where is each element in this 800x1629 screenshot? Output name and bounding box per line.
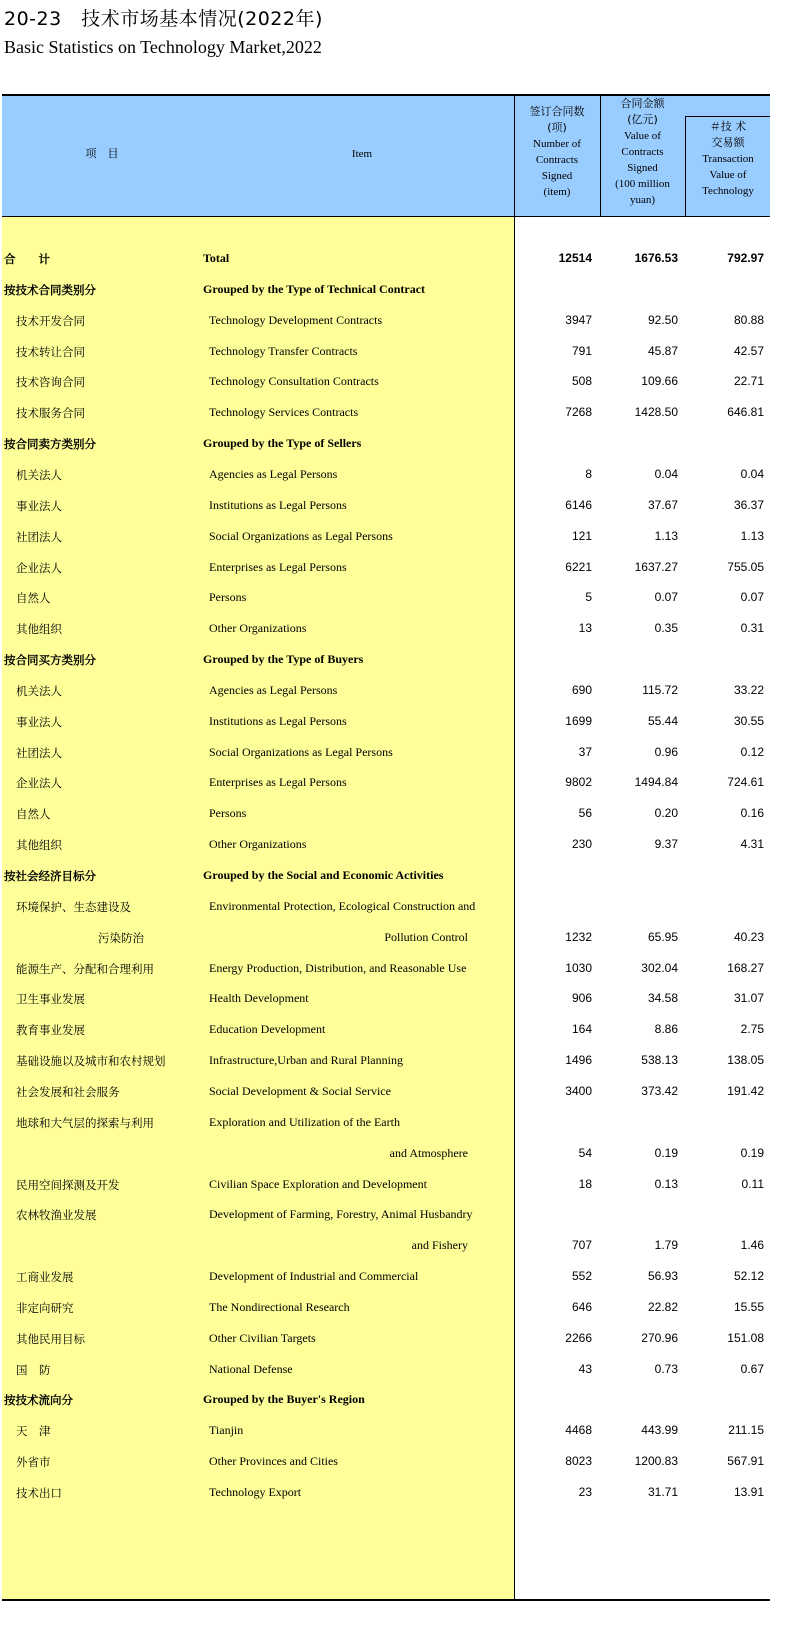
row-label-english: Tianjin bbox=[209, 1423, 244, 1438]
cell-v1: 4468 bbox=[565, 1423, 592, 1438]
cell-v3: 191.42 bbox=[727, 1083, 764, 1098]
row-label-english: Environmental Protection, Ecological Construction and bbox=[209, 898, 476, 913]
cell-v3: 15.55 bbox=[733, 1299, 764, 1314]
header-line: Signed bbox=[541, 170, 573, 182]
cell-v1: 2266 bbox=[565, 1330, 592, 1345]
cell-v3: 13.91 bbox=[733, 1485, 764, 1499]
table-row bbox=[2, 954, 770, 985]
row-label-english: Other Provinces and Cities bbox=[209, 1454, 338, 1469]
row-label-english: Education Development bbox=[209, 1022, 326, 1037]
cell-v2: 0.96 bbox=[654, 744, 678, 759]
statistics-table bbox=[2, 94, 770, 1599]
cell-v1: 164 bbox=[571, 1022, 592, 1037]
row-label-chinese: 社会发展和社会服务 bbox=[16, 1084, 120, 1099]
row-label-english: Development of Farming, Forestry, Animal Husbandry bbox=[209, 1207, 473, 1222]
row-label-english: Technology Services Contracts bbox=[209, 405, 359, 420]
table-row bbox=[2, 1385, 770, 1416]
cell-v1: 7268 bbox=[565, 405, 592, 420]
cell-v2: 1.79 bbox=[654, 1238, 678, 1253]
cell-v2: 109.66 bbox=[641, 374, 678, 389]
cell-v2: 65.95 bbox=[647, 929, 678, 944]
table-row bbox=[2, 398, 770, 429]
cell-v1: 54 bbox=[578, 1145, 592, 1160]
cell-v3: 40.23 bbox=[733, 929, 764, 944]
row-label-english: Grouped by the Type of Sellers bbox=[203, 436, 362, 451]
row-label-english: Health Development bbox=[209, 991, 309, 1006]
table-row bbox=[2, 1262, 770, 1293]
row-label-chinese: 按合同买方类别分 bbox=[4, 653, 96, 668]
cell-v3: 567.91 bbox=[727, 1454, 764, 1469]
row-label-english: Technology Export bbox=[209, 1485, 302, 1499]
cell-v3: 80.88 bbox=[733, 312, 764, 327]
table-row bbox=[2, 1478, 770, 1509]
row-label-chinese: 基础设施以及城市和农村规划 bbox=[16, 1054, 166, 1069]
row-label-chinese: 农林牧渔业发展 bbox=[16, 1208, 97, 1223]
table-row bbox=[2, 460, 770, 491]
row-label-chinese: 民用空间探测及开发 bbox=[16, 1177, 120, 1192]
row-label-chinese: 事业法人 bbox=[16, 714, 62, 729]
row-label-english: Social Organizations as Legal Persons bbox=[209, 744, 393, 759]
row-label-english: Total bbox=[203, 251, 230, 265]
header-bottom-rule bbox=[2, 216, 770, 217]
header-line: 交易额 bbox=[711, 136, 745, 149]
cell-v1: 9802 bbox=[565, 775, 592, 790]
cell-v2: 37.67 bbox=[647, 497, 678, 512]
row-label-chinese: 能源生产、分配和合理利用 bbox=[16, 961, 154, 976]
cell-v2: 1200.83 bbox=[634, 1454, 678, 1469]
header-contracts-value bbox=[600, 96, 685, 208]
table-title-chinese: 20-23 技术市场基本情况(2022年) bbox=[4, 8, 323, 30]
cell-v1: 1496 bbox=[565, 1053, 592, 1068]
cell-v1: 1232 bbox=[565, 929, 592, 944]
header-contracts-number bbox=[514, 104, 600, 200]
row-label-english: Energy Production, Distribution, and Reasonable Use bbox=[209, 960, 467, 975]
row-label-chinese: 技术咨询合同 bbox=[16, 375, 85, 390]
cell-v1: 18 bbox=[578, 1176, 592, 1191]
row-label-english: Exploration and Utilization of the Earth bbox=[209, 1114, 400, 1129]
cell-v1: 121 bbox=[571, 528, 592, 543]
table-row bbox=[2, 367, 770, 398]
header-technology-value bbox=[686, 119, 770, 199]
cell-v3: 4.31 bbox=[740, 837, 764, 852]
row-label-english: Grouped by the Type of Buyers bbox=[203, 652, 364, 667]
table-row bbox=[2, 583, 770, 614]
row-label-chinese: 技术服务合同 bbox=[16, 406, 85, 421]
row-label-chinese: 按合同卖方类别分 bbox=[4, 437, 96, 452]
row-label-english: Pollution Control bbox=[384, 929, 468, 944]
table-row bbox=[2, 738, 770, 769]
row-label-english: Persons bbox=[209, 806, 247, 821]
header-line: Technology bbox=[702, 185, 754, 197]
cell-v2: 92.50 bbox=[647, 312, 678, 327]
row-label-english: Other Organizations bbox=[209, 621, 307, 636]
table-row bbox=[2, 1170, 770, 1201]
cell-v1: 1030 bbox=[565, 960, 592, 975]
cell-v2: 1637.27 bbox=[634, 559, 678, 574]
cell-v3: 0.07 bbox=[740, 590, 764, 605]
table-row bbox=[2, 1355, 770, 1386]
row-label-chinese: 技术转让合同 bbox=[16, 344, 85, 359]
row-label-english: Agencies as Legal Persons bbox=[209, 466, 338, 481]
row-label-chinese: 外省市 bbox=[16, 1455, 51, 1470]
cell-v2: 0.73 bbox=[654, 1361, 678, 1376]
cell-v3: 1.13 bbox=[740, 528, 764, 543]
cell-v2: 9.37 bbox=[654, 837, 678, 852]
cell-v2: 31.71 bbox=[647, 1485, 678, 1499]
cell-v3: 36.37 bbox=[733, 497, 764, 512]
cell-v1: 8 bbox=[585, 466, 592, 481]
cell-v3: 0.31 bbox=[740, 621, 764, 636]
cell-v3: 0.67 bbox=[740, 1361, 764, 1376]
row-label-chinese: 地球和大气层的探索与利用 bbox=[16, 1115, 154, 1130]
cell-v1: 43 bbox=[578, 1361, 592, 1376]
header-line: Contracts bbox=[535, 154, 579, 166]
row-label-english: and Fishery bbox=[411, 1238, 468, 1253]
table-title-english: Basic Statistics on Technology Market,2022 bbox=[4, 37, 322, 57]
cell-v1: 37 bbox=[578, 744, 592, 759]
cell-v2: 373.42 bbox=[641, 1083, 678, 1098]
row-label-chinese: 其他民用目标 bbox=[16, 1331, 85, 1346]
cell-v2: 1676.53 bbox=[634, 251, 678, 265]
cell-v1: 13 bbox=[578, 621, 592, 636]
cell-v1: 5 bbox=[585, 590, 592, 605]
row-label-chinese: 事业法人 bbox=[16, 498, 62, 513]
header-line: Signed bbox=[627, 162, 658, 174]
row-label-english: Civilian Space Exploration and Development bbox=[209, 1176, 427, 1191]
row-label-english: Enterprises as Legal Persons bbox=[209, 775, 347, 790]
cell-v1: 1699 bbox=[565, 713, 592, 728]
row-label-chinese: 自然人 bbox=[16, 807, 51, 822]
cell-v1: 690 bbox=[571, 682, 592, 697]
cell-v3: 755.05 bbox=[727, 559, 764, 574]
header-item-english: Item bbox=[351, 148, 373, 160]
cell-v1: 791 bbox=[571, 343, 592, 358]
header-line: 签订合同数 bbox=[529, 105, 585, 118]
table-row bbox=[2, 275, 770, 306]
table-row bbox=[2, 1200, 770, 1231]
row-label-chinese: 自然人 bbox=[16, 591, 51, 606]
header-line: (亿元) bbox=[627, 113, 658, 126]
cell-v1: 8023 bbox=[565, 1454, 592, 1469]
table-row bbox=[2, 1231, 770, 1262]
row-label-chinese: 其他组织 bbox=[16, 622, 62, 637]
cell-v2: 56.93 bbox=[647, 1269, 678, 1284]
cell-v3: 0.11 bbox=[741, 1176, 764, 1191]
cell-v3: 138.05 bbox=[727, 1053, 764, 1068]
cell-v2: 115.72 bbox=[642, 682, 678, 697]
row-label-chinese: 其他组织 bbox=[16, 838, 62, 853]
header-line: Value of bbox=[709, 169, 747, 181]
row-label-english: Persons bbox=[209, 590, 247, 605]
row-label-english: Other Civilian Targets bbox=[209, 1330, 316, 1345]
row-label-chinese: 国 防 bbox=[16, 1362, 51, 1377]
row-label-english: Infrastructure,Urban and Rural Planning bbox=[209, 1053, 403, 1068]
row-label-english: Technology Consultation Contracts bbox=[209, 374, 379, 389]
table-row bbox=[2, 522, 770, 553]
table-row bbox=[2, 830, 770, 861]
row-label-english: Agencies as Legal Persons bbox=[209, 682, 338, 697]
cell-v2: 0.20 bbox=[654, 806, 678, 821]
table-bottom-rule bbox=[2, 1599, 770, 1601]
row-label-chinese: 教育事业发展 bbox=[16, 1023, 85, 1038]
cell-v3: 0.12 bbox=[740, 744, 764, 759]
table-row bbox=[2, 553, 770, 584]
row-label-english: Grouped by the Buyer's Region bbox=[203, 1392, 365, 1407]
cell-v1: 230 bbox=[571, 837, 592, 852]
table-row bbox=[2, 984, 770, 1015]
cell-v3: 1.46 bbox=[740, 1238, 764, 1253]
row-label-english: National Defense bbox=[209, 1361, 293, 1376]
row-label-chinese: 环境保护、生态建设及 bbox=[16, 899, 131, 914]
row-label-chinese: 社团法人 bbox=[16, 745, 62, 760]
header-line: Number of bbox=[533, 138, 581, 150]
cell-v2: 0.19 bbox=[654, 1145, 678, 1160]
cell-v3: 168.27 bbox=[727, 960, 764, 975]
table-row bbox=[2, 799, 770, 830]
row-label-chinese: 卫生事业发展 bbox=[16, 992, 85, 1007]
header-line: Transaction bbox=[702, 153, 754, 165]
cell-v3: 22.71 bbox=[733, 374, 764, 389]
table-row bbox=[2, 768, 770, 799]
table-row bbox=[2, 645, 770, 676]
row-label-chinese: 非定向研究 bbox=[16, 1300, 74, 1315]
cell-v2: 270.96 bbox=[641, 1330, 678, 1345]
row-label-chinese: 机关法人 bbox=[16, 683, 62, 698]
table-row bbox=[2, 244, 770, 275]
row-label-english: Technology Transfer Contracts bbox=[209, 343, 358, 358]
row-label-chinese: 技术开发合同 bbox=[16, 313, 85, 328]
table-row bbox=[2, 892, 770, 923]
cell-v1: 56 bbox=[578, 806, 592, 821]
header-line: yuan) bbox=[629, 194, 656, 206]
table-row bbox=[2, 707, 770, 738]
cell-v3: 0.19 bbox=[740, 1145, 764, 1160]
row-label-english: and Atmosphere bbox=[389, 1145, 468, 1160]
row-label-chinese: 天 津 bbox=[16, 1424, 51, 1439]
cell-v1: 6146 bbox=[565, 497, 592, 512]
row-label-english: Institutions as Legal Persons bbox=[209, 497, 347, 512]
cell-v2: 538.13 bbox=[641, 1053, 678, 1068]
cell-v2: 0.04 bbox=[654, 466, 678, 481]
cell-v3: 31.07 bbox=[733, 991, 764, 1006]
table-row bbox=[2, 1046, 770, 1077]
cell-v3: 42.57 bbox=[733, 343, 764, 358]
cell-v2: 45.87 bbox=[647, 343, 678, 358]
cell-v1: 906 bbox=[571, 991, 592, 1006]
cell-v3: 2.75 bbox=[740, 1022, 764, 1037]
cell-v1: 707 bbox=[571, 1238, 592, 1253]
row-label-chinese: 合 计 bbox=[4, 252, 50, 266]
row-label-english: Grouped by the Type of Technical Contract bbox=[203, 281, 426, 296]
header-line: (100 million bbox=[615, 178, 670, 190]
cell-v1: 508 bbox=[571, 374, 592, 389]
row-label-chinese: 社团法人 bbox=[16, 529, 62, 544]
cell-v1: 3400 bbox=[565, 1083, 592, 1098]
subheader-rule bbox=[685, 116, 770, 117]
cell-v3: 724.61 bbox=[727, 775, 764, 790]
table-row bbox=[2, 1108, 770, 1139]
cell-v1: 12514 bbox=[558, 251, 592, 265]
cell-v3: 52.12 bbox=[733, 1269, 764, 1284]
cell-v2: 55.44 bbox=[647, 713, 678, 728]
table-row bbox=[2, 1077, 770, 1108]
table-row bbox=[2, 1139, 770, 1170]
table-row bbox=[2, 1324, 770, 1355]
table-row bbox=[2, 676, 770, 707]
cell-v3: 646.81 bbox=[727, 405, 764, 420]
row-label-chinese: 按技术合同类别分 bbox=[4, 282, 96, 297]
cell-v2: 34.58 bbox=[647, 991, 678, 1006]
header-item-chinese: 项 目 bbox=[85, 147, 119, 160]
header-line: 合同金额 bbox=[620, 97, 665, 110]
row-label-english: Grouped by the Social and Economic Activities bbox=[203, 868, 444, 882]
header-line: Value of bbox=[624, 130, 661, 142]
cell-v1: 3947 bbox=[565, 312, 592, 327]
row-label-english: The Nondirectional Research bbox=[209, 1299, 350, 1314]
row-label-english: Other Organizations bbox=[209, 837, 307, 852]
row-label-english: Social Organizations as Legal Persons bbox=[209, 528, 393, 543]
row-label-chinese: 企业法人 bbox=[16, 776, 62, 791]
table-row bbox=[2, 491, 770, 522]
table-row bbox=[2, 306, 770, 337]
header-line: (item) bbox=[543, 186, 571, 198]
row-label-chinese: 机关法人 bbox=[16, 467, 62, 482]
header-line: (项) bbox=[547, 121, 567, 134]
table-row bbox=[2, 1447, 770, 1478]
row-label-chinese: 企业法人 bbox=[16, 560, 62, 575]
row-label-chinese: 按技术流向分 bbox=[4, 1393, 73, 1408]
cell-v2: 22.82 bbox=[647, 1299, 678, 1314]
cell-v3: 30.55 bbox=[733, 713, 764, 728]
cell-v2: 443.99 bbox=[641, 1423, 678, 1438]
table-row bbox=[2, 337, 770, 368]
cell-v2: 1428.50 bbox=[634, 405, 678, 420]
row-label-chinese: 技术出口 bbox=[16, 1486, 62, 1500]
cell-v1: 552 bbox=[571, 1269, 592, 1284]
cell-v3: 0.04 bbox=[740, 466, 764, 481]
table-row bbox=[2, 614, 770, 645]
table-row bbox=[2, 1293, 770, 1324]
row-label-english: Institutions as Legal Persons bbox=[209, 713, 347, 728]
cell-v3: 0.16 bbox=[740, 806, 764, 821]
table-row bbox=[2, 1416, 770, 1447]
row-label-english: Enterprises as Legal Persons bbox=[209, 559, 347, 574]
row-label-english: Technology Development Contracts bbox=[209, 312, 383, 327]
header-line: ＃技 术 bbox=[709, 120, 747, 133]
table-row bbox=[2, 861, 770, 892]
table-row bbox=[2, 429, 770, 460]
cell-v2: 1494.84 bbox=[634, 775, 678, 790]
row-label-english: Social Development & Social Service bbox=[209, 1083, 391, 1098]
row-label-chinese: 污染防治 bbox=[98, 930, 144, 945]
cell-v2: 0.35 bbox=[654, 621, 678, 636]
cell-v3: 33.22 bbox=[733, 682, 764, 697]
header-line: Contracts bbox=[621, 146, 664, 158]
table-row bbox=[2, 1015, 770, 1046]
table-row bbox=[2, 923, 770, 954]
cell-v2: 8.86 bbox=[654, 1022, 678, 1037]
row-label-chinese: 工商业发展 bbox=[16, 1270, 74, 1285]
cell-v2: 302.04 bbox=[641, 960, 678, 975]
cell-v3: 151.08 bbox=[727, 1330, 764, 1345]
cell-v2: 1.13 bbox=[654, 528, 678, 543]
cell-v1: 6221 bbox=[565, 559, 592, 574]
cell-v2: 0.13 bbox=[654, 1176, 678, 1191]
cell-v1: 23 bbox=[578, 1485, 592, 1499]
cell-v2: 0.07 bbox=[654, 590, 678, 605]
row-label-english: Development of Industrial and Commercial bbox=[209, 1269, 419, 1284]
row-label-chinese: 按社会经济目标分 bbox=[4, 869, 96, 883]
cell-v3: 792.97 bbox=[727, 251, 764, 265]
cell-v3: 211.15 bbox=[728, 1423, 764, 1438]
cell-v1: 646 bbox=[571, 1299, 592, 1314]
